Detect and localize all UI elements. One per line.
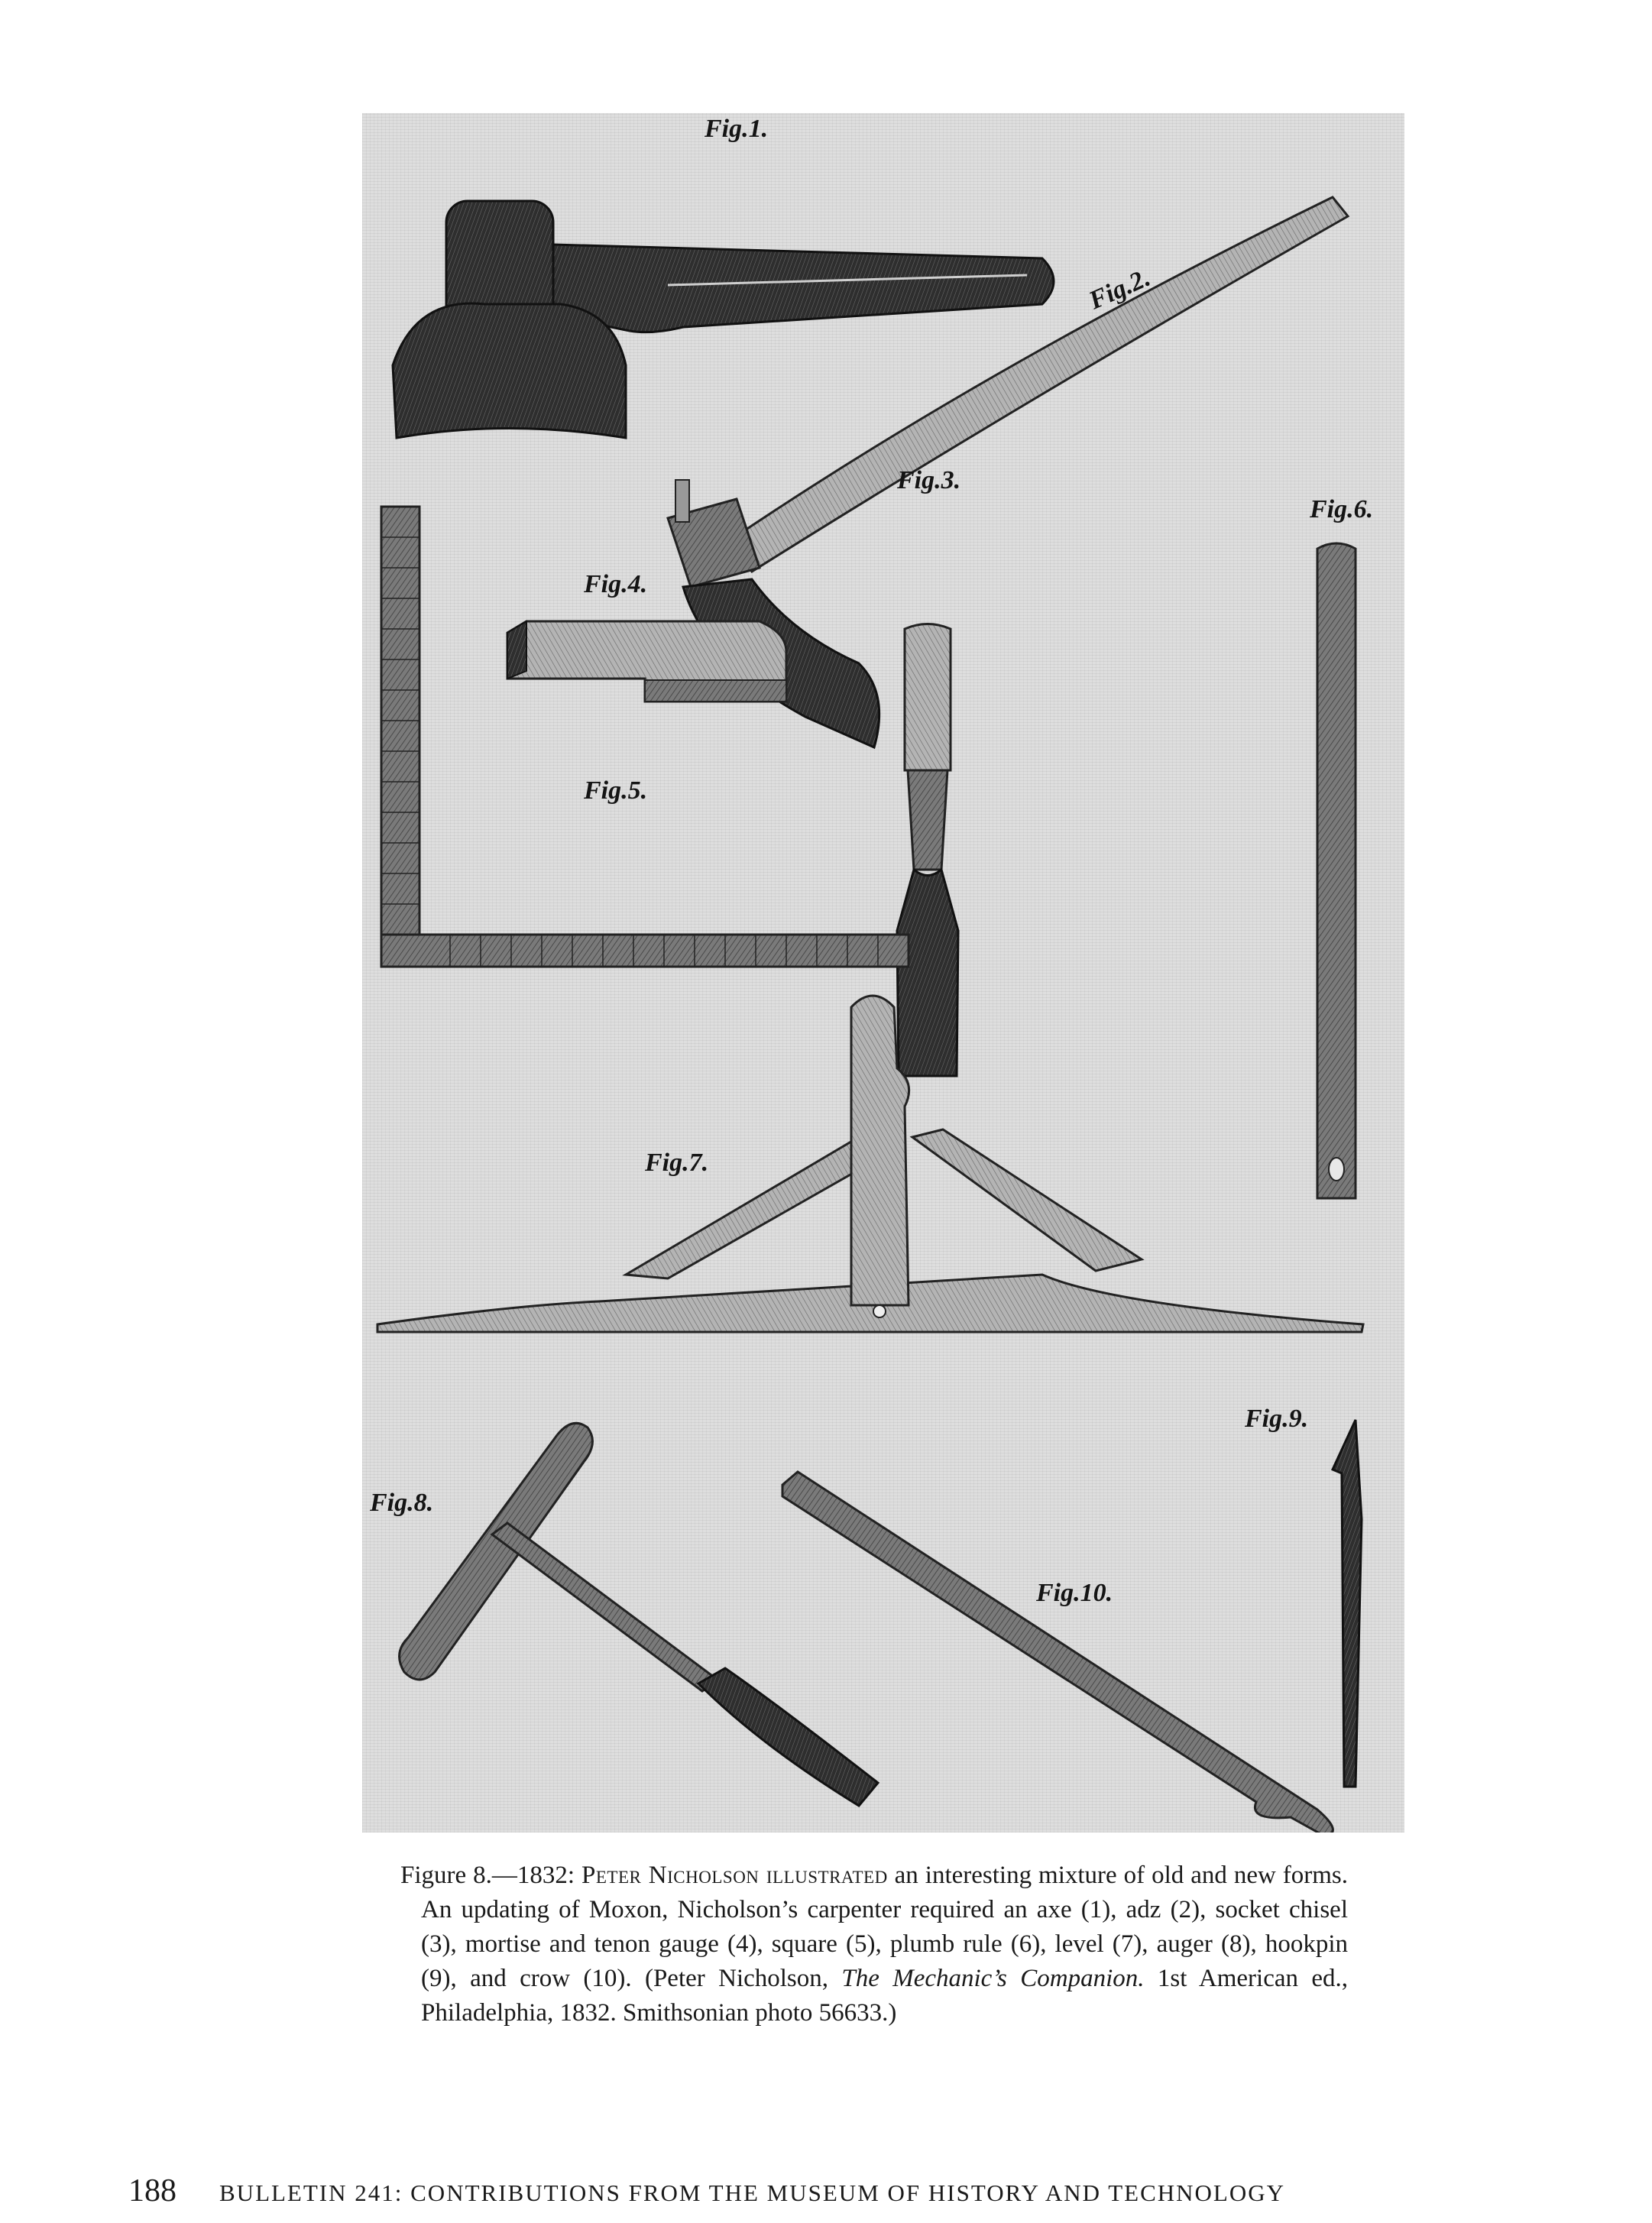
fig-9-label: Fig.9. (1245, 1405, 1309, 1433)
page-footer (128, 2173, 1626, 2209)
caption-body-1: an interesting mixture of old and new forms. An updating of Moxon, Nicholson’s carpenter required an axe (1), adz (2), socket chisel (3), mortise and tenon gauge (4), square (5), plumb rule (6), level (7), auger (8), hookpin (9), and crow (10). (Peter Nicholson, (421, 1862, 1348, 1992)
figure-caption (400, 1858, 1348, 2030)
mortise-tenon-gauge-illustration (507, 621, 786, 702)
fig-1-label: Fig.1. (705, 115, 769, 143)
tools-engraving (362, 113, 1404, 1833)
fig-3-label: Fig.3. (897, 466, 961, 494)
plumb-rule-illustration (1317, 543, 1356, 1198)
engraving-plate (362, 113, 1404, 1833)
caption-smallcaps: Peter Nicholson illustrated (581, 1862, 888, 1889)
page-number: 188 (128, 2173, 177, 2208)
socket-chisel-illustration (897, 624, 958, 1077)
level-illustration (377, 996, 1363, 1332)
fig-5-label: Fig.5. (584, 776, 648, 805)
fig-10-label: Fig.10. (1036, 1579, 1113, 1607)
fig-8-label: Fig.8. (370, 1489, 434, 1517)
fig-6-label: Fig.6. (1310, 495, 1374, 523)
caption-lead: Figure 8.—1832: (400, 1862, 581, 1889)
caption-book-title: The Mechanic’s Companion. (841, 1965, 1145, 1992)
caption-body-2: 1st American ed., Philadelphia, 1832. Smithsonian photo 56633.) (421, 1965, 1348, 2027)
fig-2-label: Fig.2. (1084, 263, 1155, 316)
running-title: BULLETIN 241: CONTRIBUTIONS FROM THE MUSEUM OF HISTORY AND TECHNOLOGY (219, 2179, 1285, 2206)
fig-7-label: Fig.7. (645, 1149, 709, 1177)
fig-4-label: Fig.4. (584, 570, 648, 598)
hookpin-illustration (1333, 1420, 1362, 1787)
